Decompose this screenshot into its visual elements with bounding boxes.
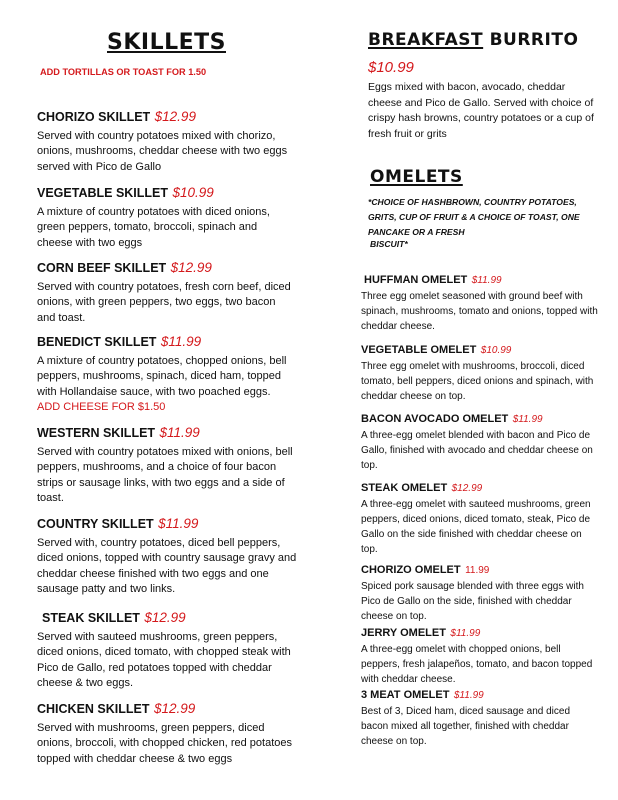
item-description: Three egg omelet seasoned with ground beef with spinach, mushrooms, tomato and onions, topped with cheddar cheese. [361,291,598,332]
menu-item-western-skillet [37,424,295,507]
item-price: $11.99 [512,414,543,425]
item-name: CHICKEN SKILLET [37,702,150,716]
item-description: Served with mushrooms, green peppers, diced onions, broccoli, with chopped chicken, red potatoes topped with cheddar cheese & two eggs [37,722,292,765]
item-price: $11.99 [158,516,199,531]
item-description: A mixture of country potatoes with diced onions, green peppers, tomato, broccoli, spinach and cheese with two eggs [37,206,270,249]
item-price: $11.99 [160,334,202,349]
item-price: $11.99 [450,628,481,639]
item-price: $12.99 [153,701,196,716]
item-description: Served with, country potatoes, diced bell peppers, diced onions, topped with country sausage gravy and cheddar cheese finished with two eggs and one sausage patty and two links. [37,537,297,596]
item-name: JERRY OMELET [361,627,446,639]
omelets-note-biscuit: BISCUIT* [370,239,408,249]
item-price: 11.99 [465,565,490,576]
item-description: Served with country potatoes, fresh corn beef, diced onions, with green peppers, two eggs, two bacon and toast. [37,281,291,324]
item-name: WESTERN SKILLET [37,426,156,440]
skillets-title: SKILLETS [107,30,226,55]
menu-item-chicken-skillet [37,700,299,767]
menu-item-bacon-avocado-omelet [361,409,599,473]
item-description: Served with sauteed mushrooms, green peppers, diced onions, diced tomato, with chopped steak with Pico de Gallo, red potatoes topped with cheddar cheese & two eggs. [37,631,291,690]
item-description: A three-egg omelet with chopped onions, bell peppers, fresh jalapeños, tomato, and bacon topped with cheddar cheese. [361,644,593,685]
skillets-note: ADD TORTILLAS OR TOAST FOR 1.50 [40,67,207,77]
item-price: $11.99 [159,425,200,440]
menu-item-huffman-omelet [361,270,599,334]
item-name: HUFFMAN OMELET [364,274,468,286]
omelets-note: *CHOICE OF HASHBROWN, COUNTRY POTATOES, GRITS, CUP OF FRUIT & A CHOICE OF TOAST, ONE PANCAKE OR A FRESH [368,197,580,237]
menu-item-steak-skillet [37,609,295,692]
omelets-title: OMELETS [370,167,463,187]
item-description [37,354,295,416]
item-description: Served with country potatoes mixed with onions, bell peppers, mushrooms, and a choice of four bacon strips or sausage links, with two eggs and a side of toast. [37,446,293,505]
item-name: COUNTRY SKILLET [37,517,154,531]
item-name: STEAK SKILLET [42,611,140,625]
item-name: 3 MEAT OMELET [361,689,450,701]
item-description: Best of 3, Diced ham, diced sausage and diced bacon mixed all together, finished with cheddar cheese on top. [361,706,571,747]
item-price: $11.99 [453,690,484,701]
item-description-text: A mixture of country potatoes, chopped onions, bell peppers, mushrooms, spinach, diced ham, topped with Hollandaise sauce, with two poached eggs. [37,355,287,398]
item-name: VEGETABLE SKILLET [37,186,169,200]
burrito-price: $10.99 [368,59,414,76]
menu-item-chorizo-skillet [37,108,295,175]
menu-item-country-skillet [37,515,299,598]
item-name: CORN BEEF SKILLET [37,261,167,275]
menu-item-vegetable-omelet [361,340,601,404]
burrito-title-a: BREAKFAST [368,30,484,50]
item-description: Three egg omelet with mushrooms, broccoli, diced tomato, bell peppers, diced onions and spinach, with cheddar cheese on top. [361,361,594,402]
item-description: A three-egg omelet blended with bacon and Pico de Gallo, finished with avocado and cheddar cheese on top. [361,430,593,471]
item-name: CHORIZO SKILLET [37,110,151,124]
item-price: $10.99 [172,185,214,200]
add-cheese-note: ADD CHEESE FOR $1.50 [37,401,166,414]
item-price: $12.99 [144,610,186,625]
item-description: Served with country potatoes mixed with chorizo, onions, mushrooms, cheddar cheese with two eggs served with Pico de Gallo [37,130,288,173]
item-name: CHORIZO OMELET [361,564,461,576]
menu-item-jerry-omelet [361,623,601,687]
menu-item-3-meat-omelet [361,685,599,749]
menu-item-chorizo-omelet [361,560,601,624]
item-price: $12.99 [451,483,483,494]
burrito-title [368,30,578,50]
menu-item-steak-omelet [361,478,595,557]
item-name: BENEDICT SKILLET [37,335,157,349]
item-price: $12.99 [170,260,212,275]
item-description: Spiced pork sausage blended with three eggs with Pico de Gallo on the side, finished with cheddar cheese on top. [361,581,584,622]
item-description: A three-egg omelet with sauteed mushrooms, green peppers, diced onions, diced tomato, steak, Pico de Gallo on the side finished with cheddar cheese on top. [361,499,591,555]
item-name: VEGETABLE OMELET [361,344,477,356]
menu-item-corn-beef-skillet [37,259,295,326]
item-price: $11.99 [471,275,502,286]
item-name: STEAK OMELET [361,482,448,494]
burrito-title-b: BURRITO [489,30,579,50]
item-price: $12.99 [154,109,196,124]
menu-item-benedict-skillet [37,333,295,416]
item-price: $10.99 [480,345,512,356]
burrito-description: Eggs mixed with bacon, avocado, cheddar cheese and Pico de Gallo. Served with choice of crispy hash browns, country potatoes or a cup of fresh fruit or grits [368,81,594,140]
menu-item-vegetable-skillet [37,184,295,251]
item-name: BACON AVOCADO OMELET [361,413,509,425]
